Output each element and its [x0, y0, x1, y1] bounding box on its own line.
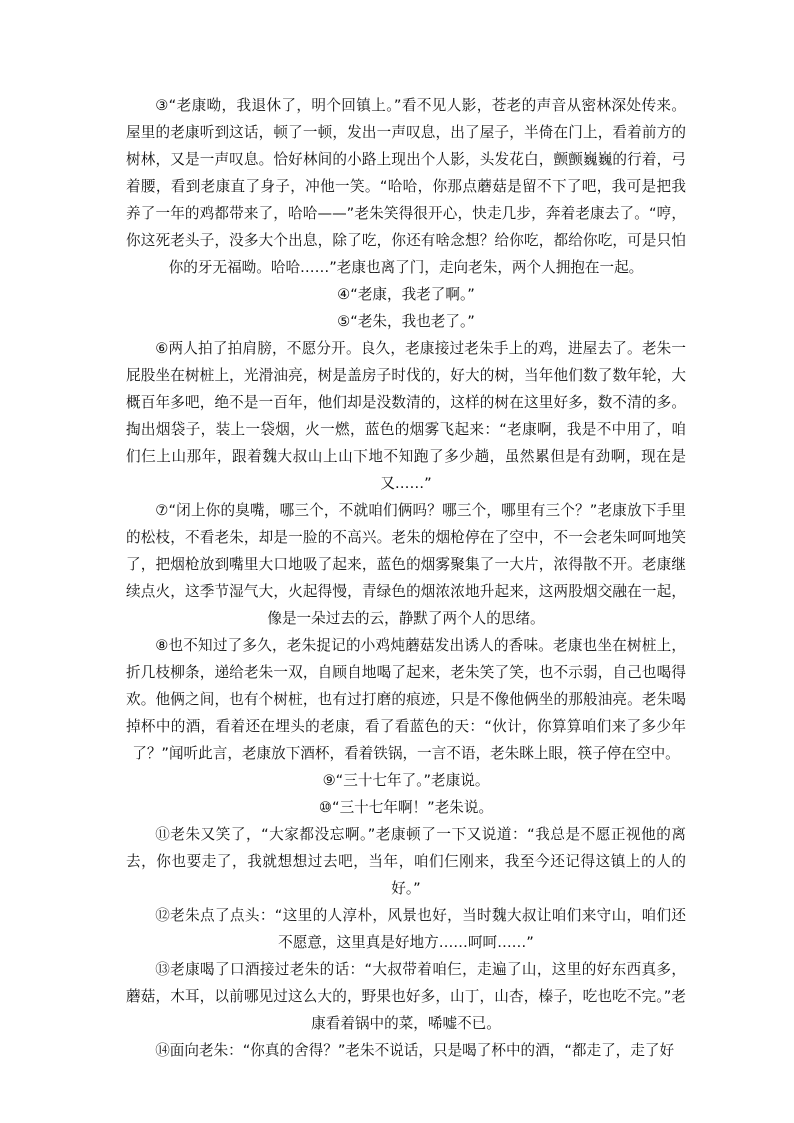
paragraph-12: ⑫老朱点了点头：“这里的人淳朴，风景也好，当时魏大叔让咱们来守山，咱们还不愿意，这里真是好地方……呵呵……”: [155, 907, 686, 951]
paragraph-6: ⑥两人拍了拍肩膀，不愿分开。良久，老康接过老朱手上的鸡，进屋去了。老朱一屁股坐在树桩上，光滑油亮，树是盖房子时伐的，好大的树，当年他们数了数年轮，大概百年多吧，绝不是一百年，他们却是没数清的，这样的树在这里好多，数不清的多。掏出烟袋子，装上一袋烟，火一燃，蓝色的烟雾飞起来：“老康啊，我是不中用了，咱们仨上山那年，跟着魏大叔山上山下地不知跑了多少趟，虽然累但是有劲啊，现在是又……”: [126, 340, 686, 492]
paragraph-10: ⑩“三十七年啊！”老朱说。: [318, 799, 494, 816]
paragraph-3: ③“老康呦，我退休了，明个回镇上。”看不见人影，苍老的声音从密林深处传来。屋里的老康听到这话，顿了一顿，发出一声叹息，出了屋子，半倚在门上，看着前方的树林，又是一声叹息。恰好林间的小路上现出个人影，头发花白，颤颤巍巍的行着，弓着腰，看到老康直了身子，冲他一笑。“哈哈，你那点蘑菇是留不下了吧，我可是把我养了一年的鸡都带来了，哈哈——”老朱笑得很开心，快走几步，奔着老康去了。“哼，你这死老头子，没多大个出息，除了吃，你还有啥念想？给你吃，都给你吃，可是只怕你的牙无福呦。哈哈……”老康也离了门，走向老朱，两个人拥抱在一起。: [126, 97, 686, 276]
paragraph-9: ⑨“三十七年了。”老康说。: [322, 772, 490, 789]
paragraph-4: ④“老康，我老了啊。”: [337, 286, 475, 303]
paragraph-11: ⑪老朱又笑了，“大家都没忘啊。”老康顿了一下又说道：“我总是不愿正视他的离去，你也要走了，我就想想过去吧，当年，咱们仨刚来，我至今还记得这镇上的人的好。”: [126, 826, 686, 897]
paragraph-7: ⑦“闭上你的臭嘴，哪三个，不就咱们俩吗？哪三个，哪里有三个？”老康放下手里的松枝，不看老朱，却是一脸的不高兴。老朱的烟枪停在了空中，不一会老朱呵呵地笑了，把烟枪放到嘴里大口地吸了起来，蓝色的烟雾聚集了一大片，浓得散不开。老康继续点火，这季节湿气大，火起得慢，青绿色的烟浓浓地升起来，这两股烟交融在一起，像是一朵过去的云，静默了两个人的思绪。: [126, 502, 686, 627]
paragraph-8: ⑧也不知过了多久，老朱捉记的小鸡炖蘑菇发出诱人的香味。老康也坐在树桩上，折几枝柳条，递给老朱一双，自顾自地喝了起来，老朱笑了笑，也不示弱，自己也喝得欢。他俩之间，也有个树桩，也有过打磨的痕迹，只是不像他俩坐的那般油亮。老朱喝掉杯中的酒，看着还在埋头的老康，看了看蓝色的天：“伙计，你算算咱们来了多少年了？”闻听此言，老康放下酒杯，看着铁锅，一言不语，老朱眯上眼，筷子停在空中。: [126, 637, 686, 762]
document-page: [126, 92, 686, 1064]
paragraph-5: ⑤“老朱，我也老了。”: [337, 313, 475, 330]
paragraph-14: ⑭面向老朱：“你真的舍得？”老朱不说话，只是喝了杯中的酒，“都走了，走了好: [155, 1042, 675, 1059]
paragraph-13: ⑬老康喝了口酒接过老朱的话：“大叔带着咱仨，走遍了山，这里的好东西真多，蘑菇，木耳，以前哪见过这么大的，野果也好多，山丁，山杏，榛子，吃也吃不完。”老康看着锅中的菜，唏嘘不已。: [126, 961, 686, 1032]
